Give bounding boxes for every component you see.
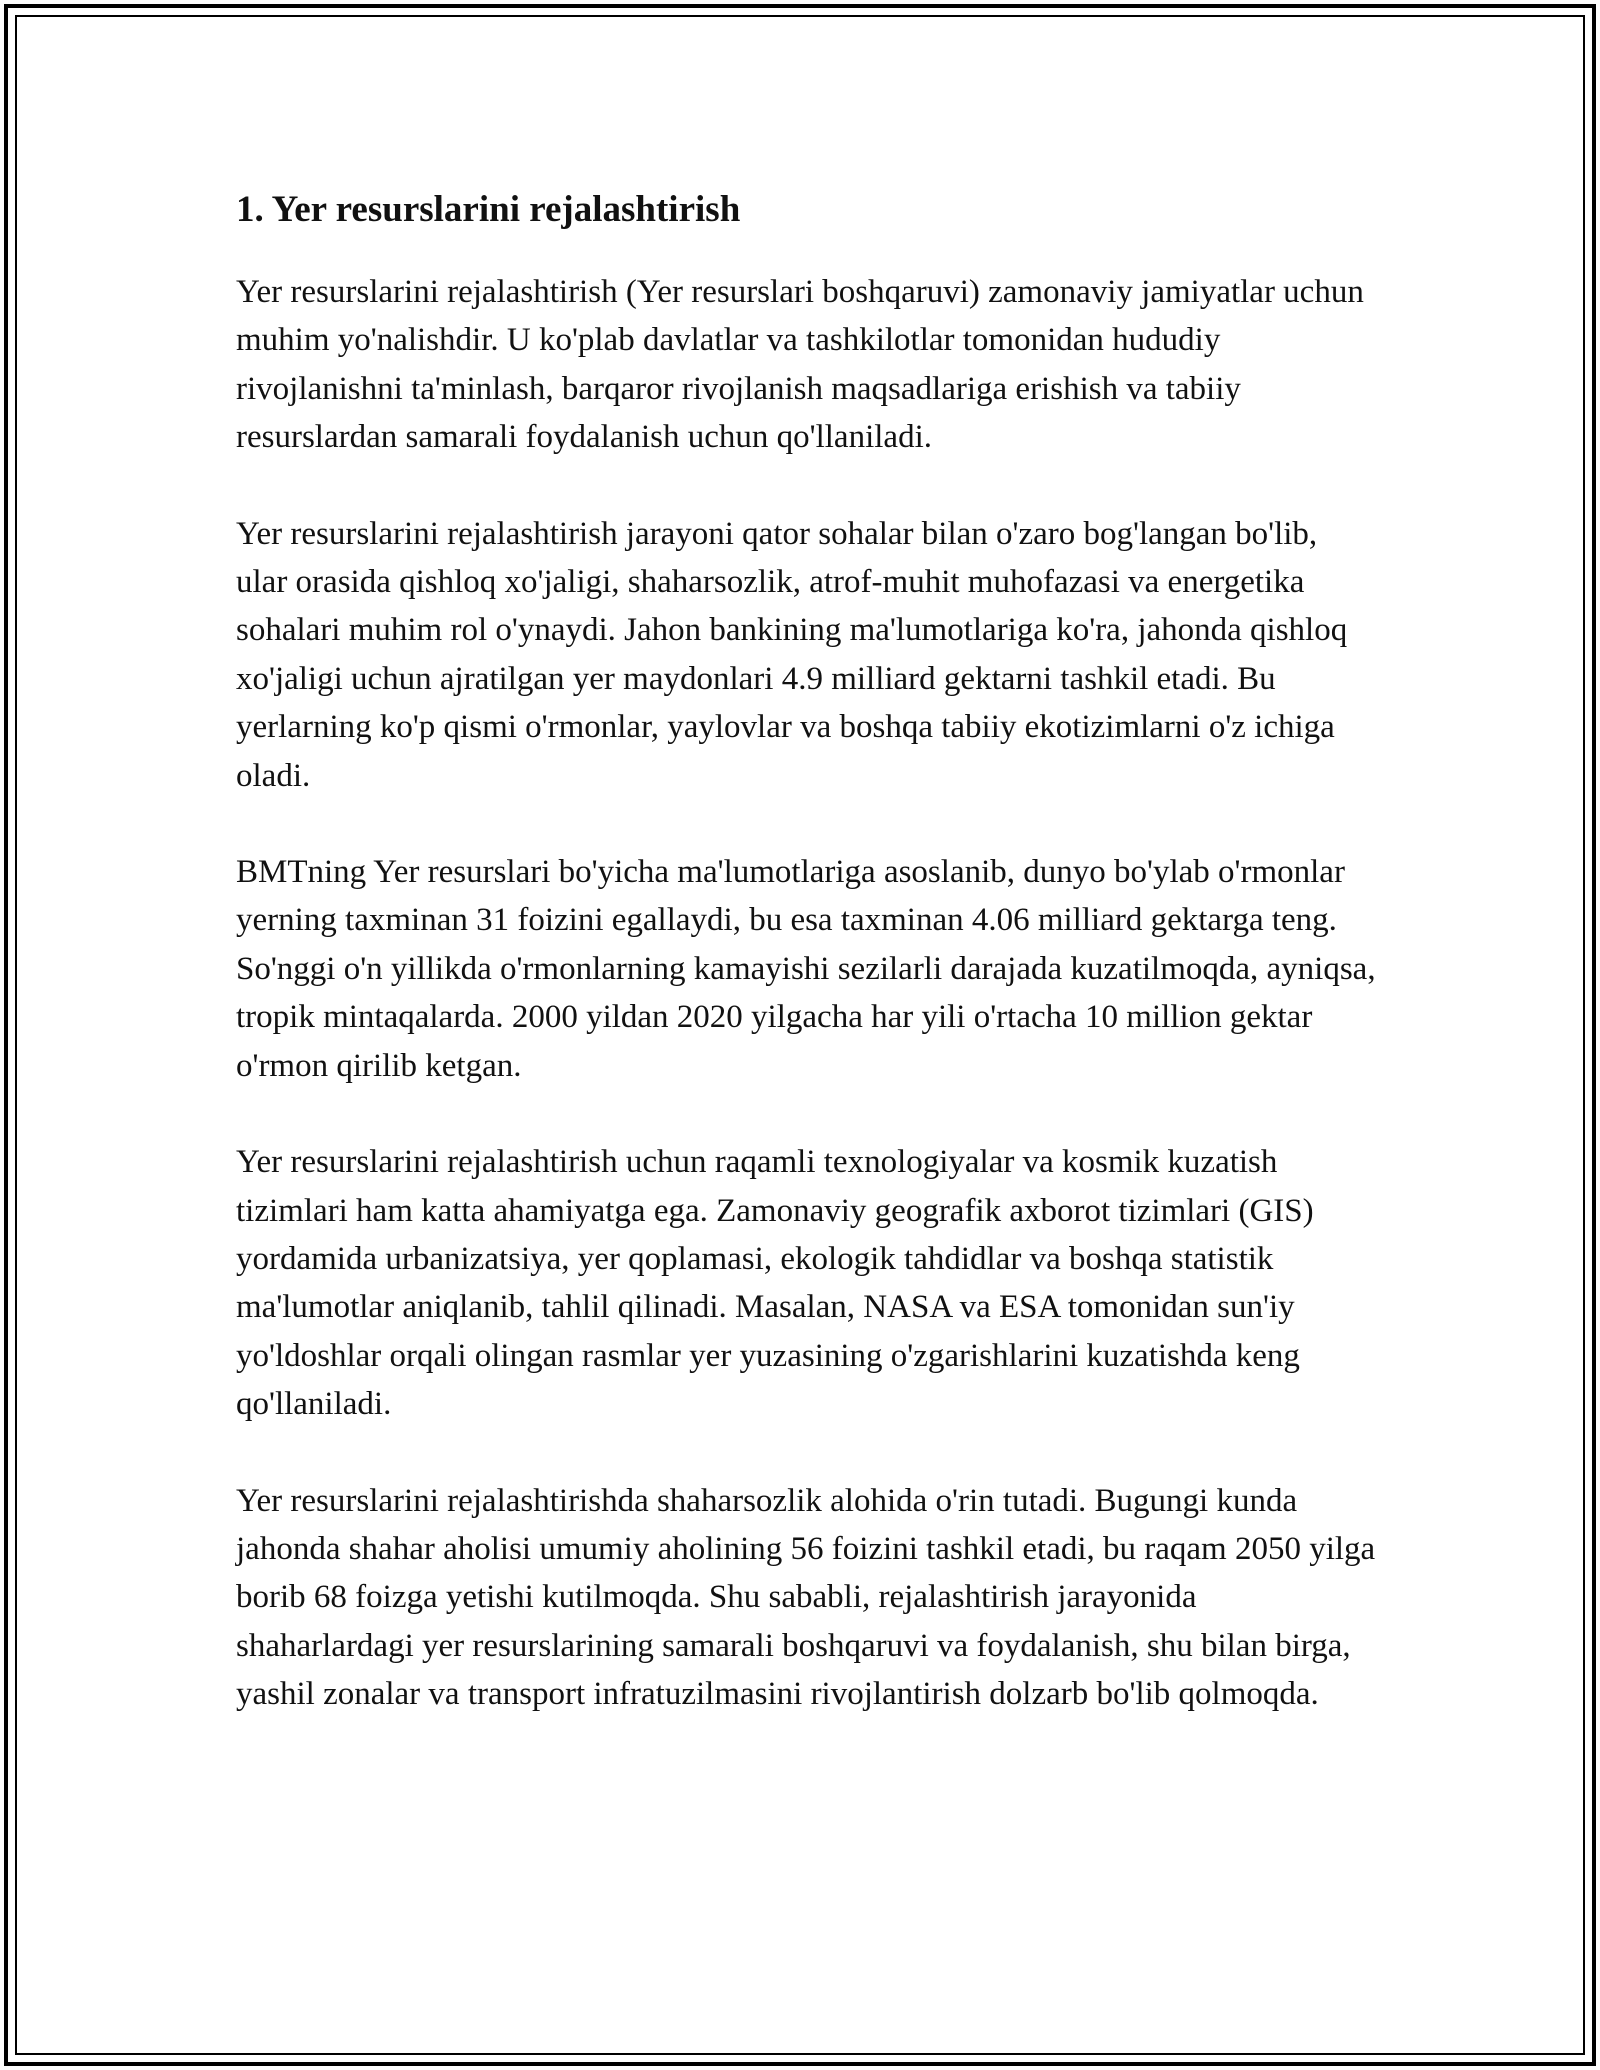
paragraph-3: BMTning Yer resurslari bo'yicha ma'lumotlariga asoslanib, dunyo bo'ylab o'rmonlar yerning taxminan 31 foizini egallaydi, bu esa taxminan 4.06 milliard gektarga teng. So'nggi o'n yillikda o'rmonlarning kamayishi sezilarli darajada kuzatilmoqda, ayniqsa, tropik mintaqalarda. 2000 yildan 2020 yilgacha har yili o'rtacha 10 million gektar o'rmon qirilib ketgan. <box>236 854 1376 1084</box>
paragraph-1: Yer resurslarini rejalashtirish (Yer resurslari boshqaruvi) zamonaviy jamiyatlar uchun muhim yo'nalishdir. U ko'plab davlatlar va tashkilotlar tomonidan hududiy rivojlanishni ta'minlash, barqaror rivojlanish maqsadlariga erishish va tabiiy resurslardan samarali foydalanish uchun qo'llaniladi. <box>236 274 1364 456</box>
document-body <box>236 186 1376 1767</box>
paragraph-2: Yer resurslarini rejalashtirish jarayoni qator sohalar bilan o'zaro bog'langan bo'lib, ular orasida qishloq xo'jaligi, shaharsozlik, atrof-muhit muhofazasi va energetika sohalari muhim rol o'ynaydi. Jahon bankining ma'lumotlariga ko'ra, jahonda qishloq xo'jaligi uchun ajratilgan yer maydonlari 4.9 milliard gektarni tashkil etadi. Bu yerlarning ko'p qismi o'rmonlar, yaylovlar va boshqa tabiiy ekotizimlarni o'z ichiga oladi. <box>236 515 1348 794</box>
section-heading: 1. Yer resurslarini rejalashtirish <box>236 189 741 230</box>
paragraph-4: Yer resurslarini rejalashtirish uchun raqamli texnologiyalar va kosmik kuzatish tizimlari ham katta ahamiyatga ega. Zamonaviy geografik axborot tizimlari (GIS) yordamida urbanizatsiya, yer qoplamasi, ekologik tahdidlar va boshqa statistik ma'lumotlar aniqlanib, tahlil qilinadi. Masalan, NASA va ESA tomonidan sun'iy yo'ldoshlar orqali olingan rasmlar yer yuzasining o'zgarishlarini kuzatishda keng qo'llaniladi. <box>236 1144 1314 1423</box>
paragraph-5: Yer resurslarini rejalashtirishda shaharsozlik alohida o'rin tutadi. Bugungi kunda jahonda shahar aholisi umumiy aholining 56 foizini tashkil etadi, bu raqam 2050 yilga borib 68 foizga yetishi kutilmoqda. Shu sababli, rejalashtirish jarayonida shaharlardagi yer resurslarining samarali boshqaruvi va foydalanish, shu bilan birga, yashil zonalar va transport infratuzilmasini rivojlantirish dolzarb bo'lib qolmoqda. <box>236 1482 1376 1713</box>
